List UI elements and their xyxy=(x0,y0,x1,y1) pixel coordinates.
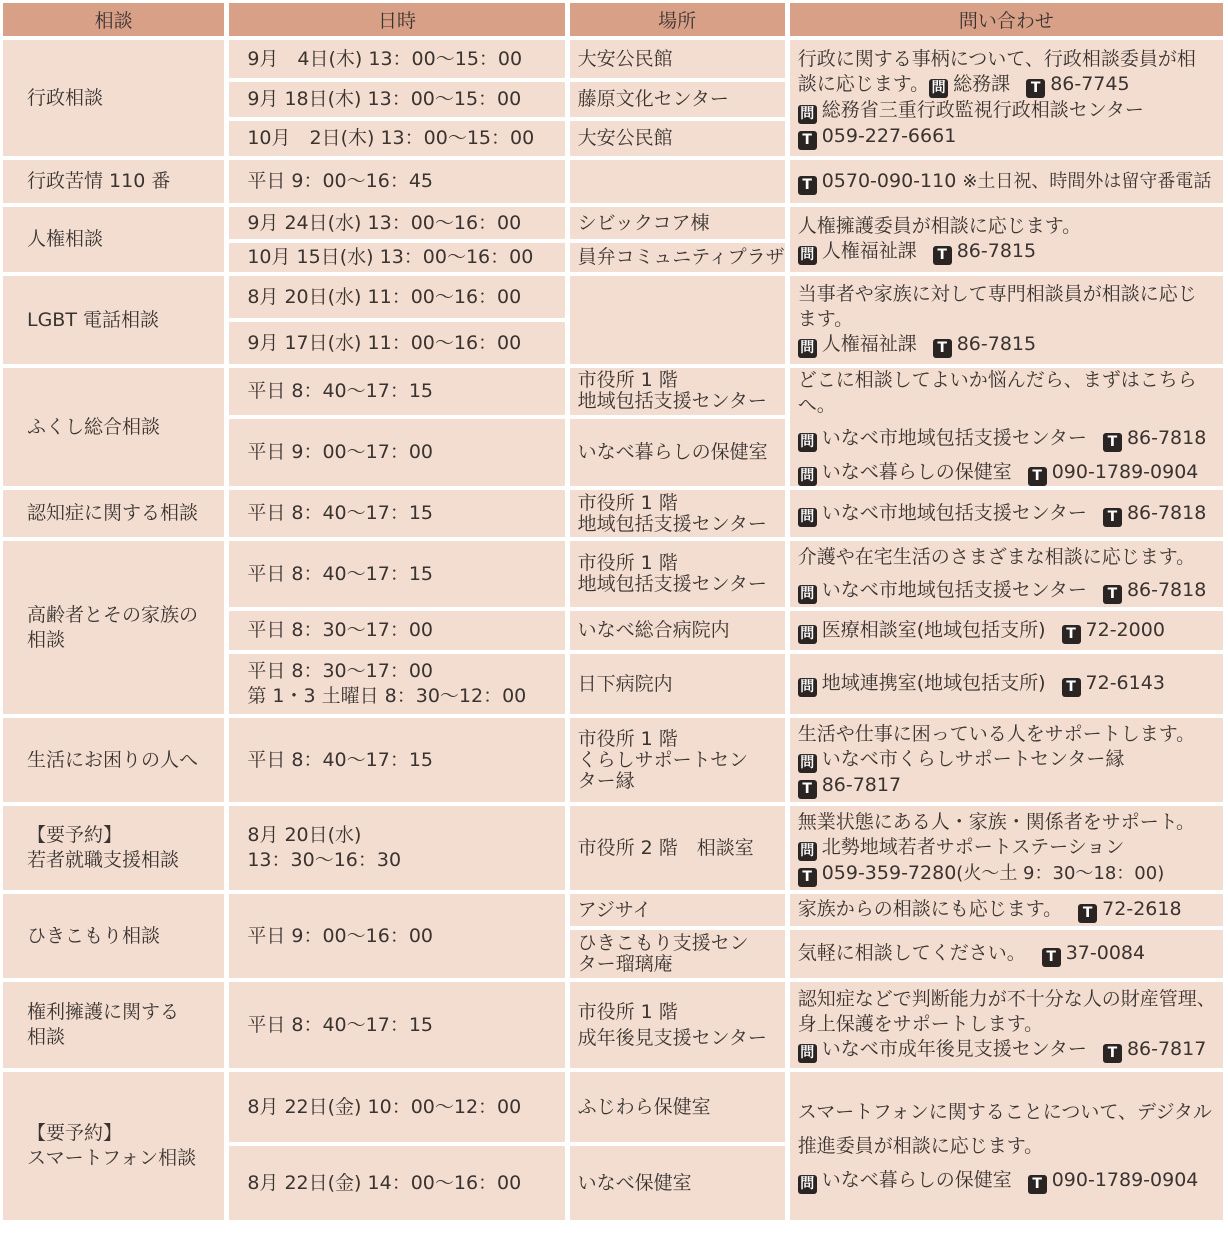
phone-icon: T xyxy=(798,176,817,195)
contact-text: 身上保護をサポートします。 xyxy=(797,1013,1044,1035)
datetime-cell: 平日 8：40～17：15 xyxy=(229,541,564,607)
datetime-cell: 平日 8：40～17：15 xyxy=(229,490,564,537)
contact-text: 当事者や家族に対して専門相談員が相談に応じ xyxy=(797,283,1197,305)
contact-cell xyxy=(790,490,1223,537)
datetime-cell: 9月 24日(水) 13：00～16：00 xyxy=(229,207,564,239)
contact-dept: 人権福祉課 xyxy=(821,333,917,355)
datetime-cell: 平日 9：00～16：00 xyxy=(229,894,564,978)
category-cell: 行政苦情 110 番 xyxy=(3,160,224,203)
datetime-cell: 平日 8：40～17：15 xyxy=(229,368,564,415)
datetime-cell: 9月 4日(木) 13：00～15：00 xyxy=(229,40,564,78)
phone-icon: T xyxy=(1062,678,1081,697)
phone-icon: T xyxy=(1103,1044,1122,1063)
contact-cell xyxy=(790,207,1223,272)
phone-number: 72-6143 xyxy=(1085,672,1165,694)
contact-dept: 総務課 xyxy=(953,72,1011,95)
phone-icon: T xyxy=(1103,508,1122,527)
contact-dept: いなべ暮らしの保健室 xyxy=(821,1169,1012,1191)
table-row xyxy=(3,207,1223,239)
inquiry-icon: 問 xyxy=(798,1044,817,1063)
contact-dept: いなべ市地域包括支援センター xyxy=(821,501,1087,524)
phone-icon: T xyxy=(1103,585,1122,604)
place-cell: ふじわら保健室 xyxy=(570,1072,785,1142)
datetime-cell: 平日 9：00～16：45 xyxy=(229,160,564,203)
contact-dept: 総務省三重行政監視行政相談センター xyxy=(821,98,1144,121)
contact-cell xyxy=(790,894,1223,926)
place-cell: 日下病院内 xyxy=(570,654,785,714)
table-row xyxy=(3,982,1223,1068)
datetime-cell: 平日 9：00～17：00 xyxy=(229,419,564,486)
phone-number: 090-1789-0904 xyxy=(1051,461,1199,483)
category-cell: 【要予約】 スマートフォン相談 xyxy=(3,1072,224,1220)
table-row xyxy=(3,894,1223,926)
place-cell: 市役所 1 階 地域包括支援センター xyxy=(570,490,785,537)
category-cell: LGBT 電話相談 xyxy=(3,276,224,364)
contact-dept: いなべ暮らしの保健室 xyxy=(821,461,1012,483)
phone-number: 0570-090-110 xyxy=(821,169,957,192)
place-cell xyxy=(570,276,785,364)
contact-cell xyxy=(790,806,1223,890)
datetime-cell: 10月 2日(木) 13：00～15：00 xyxy=(229,121,564,156)
contact-text: 介護や在宅生活のさまざまな相談に応じます。 xyxy=(797,545,1196,568)
contact-cell xyxy=(790,160,1223,203)
contact-dept: 医療相談室(地域包括支所) xyxy=(821,618,1046,641)
category-cell: 権利擁護に関する 相談 xyxy=(3,982,224,1068)
contact-text: 無業状態にある人・家族・関係者をサポート。 xyxy=(797,810,1195,833)
inquiry-icon: 問 xyxy=(929,79,948,98)
place-cell: 市役所 1 階 くらしサポートセン ター縁 xyxy=(570,718,785,802)
inquiry-icon: 問 xyxy=(798,842,817,861)
phone-number: 86-7818 xyxy=(1126,501,1207,524)
phone-number: 37-0084 xyxy=(1065,942,1146,964)
place-cell: 市役所 1 階 成年後見支援センター xyxy=(570,982,785,1068)
contact-text: どこに相談してよいか悩んだら、まずはこちらへ。 xyxy=(797,369,1197,416)
datetime-cell: 8月 22日(金) 14：00～16：00 xyxy=(229,1146,564,1220)
contact-dept: いなべ市くらしサポートセンター縁 xyxy=(821,747,1125,770)
category-cell: ふくし総合相談 xyxy=(3,368,224,486)
place-cell: アジサイ xyxy=(570,894,785,926)
contact-cell xyxy=(790,1072,1223,1220)
contact-dept: 地域連携室(地域包括支所) xyxy=(821,672,1046,694)
category-cell: 行政相談 xyxy=(3,40,224,156)
place-cell: いなべ保健室 xyxy=(570,1146,785,1220)
contact-text: スマートフォンに関することについて、デジタル xyxy=(797,1101,1212,1123)
table-row xyxy=(3,40,1223,78)
phone-number: 72-2000 xyxy=(1085,618,1165,641)
place-cell: 市役所 1 階 地域包括支援センター xyxy=(570,541,785,607)
phone-icon: T xyxy=(1028,467,1047,486)
table-row xyxy=(3,368,1223,415)
inquiry-icon: 問 xyxy=(798,754,817,773)
contact-note: (火～土 9：30～18：00) xyxy=(956,862,1165,884)
place-cell: 員弁コミュニティプラザ xyxy=(570,243,785,272)
contact-text: 生活や仕事に困っている人をサポートします。 xyxy=(797,722,1196,745)
contact-cell xyxy=(790,611,1223,650)
phone-icon: T xyxy=(1078,904,1097,923)
contact-text: 認知症などで判断能力が不十分な人の財産管理、 xyxy=(797,988,1216,1010)
category-cell: 認知症に関する相談 xyxy=(3,490,224,537)
contact-dept: 北勢地域若者サポートステーション xyxy=(821,835,1125,858)
inquiry-icon: 問 xyxy=(798,508,817,527)
inquiry-icon: 問 xyxy=(798,467,817,486)
contact-cell xyxy=(790,40,1223,156)
table-row xyxy=(3,541,1223,607)
inquiry-icon: 問 xyxy=(798,585,817,604)
table-row xyxy=(3,718,1223,802)
place-cell xyxy=(570,160,785,203)
table-header-row xyxy=(3,3,1223,36)
phone-icon: T xyxy=(933,339,952,358)
contact-cell xyxy=(790,654,1223,714)
phone-number: 86-7745 xyxy=(1050,72,1130,95)
inquiry-icon: 問 xyxy=(798,1175,817,1194)
place-cell: シビックコア棟 xyxy=(570,207,785,239)
contact-dept: いなべ市地域包括支援センター xyxy=(821,427,1087,449)
contact-text: 気軽に相談してください。 xyxy=(797,942,1026,964)
phone-number: 86-7815 xyxy=(956,333,1037,355)
phone-number: 090-1789-0904 xyxy=(1051,1169,1199,1191)
datetime-cell: 9月 17日(水) 11：00～16：00 xyxy=(229,322,564,364)
phone-icon: T xyxy=(798,868,817,887)
header-datetime: 日時 xyxy=(229,3,564,36)
category-cell: 生活にお困りの人へ xyxy=(3,718,224,802)
inquiry-icon: 問 xyxy=(798,246,817,265)
contact-note: ※土日祝、時間外は留守番電話 xyxy=(962,170,1212,192)
datetime-cell: 平日 8：30～17：00 xyxy=(229,611,564,650)
table-row xyxy=(3,490,1223,537)
place-cell: 市役所 2 階 相談室 xyxy=(570,806,785,890)
contact-text: 家族からの相談にも応じます。 xyxy=(797,898,1063,920)
category-cell: 【要予約】 若者就職支援相談 xyxy=(3,806,224,890)
contact-dept: 人権福祉課 xyxy=(821,240,917,262)
contact-cell xyxy=(790,982,1223,1068)
category-cell: ひきこもり相談 xyxy=(3,894,224,978)
category-cell: 人権相談 xyxy=(3,207,224,272)
contact-dept: いなべ市地域包括支援センター xyxy=(821,578,1087,601)
phone-icon: T xyxy=(798,131,817,150)
datetime-cell: 平日 8：30～17：00 第 1・3 土曜日 8：30～12：00 xyxy=(229,654,564,714)
phone-icon: T xyxy=(1103,433,1122,452)
phone-icon: T xyxy=(1028,1175,1047,1194)
header-contact: 問い合わせ xyxy=(790,3,1223,36)
datetime-cell: 平日 8：40～17：15 xyxy=(229,982,564,1068)
header-category: 相談 xyxy=(3,3,224,36)
contact-text: 推進委員が相談に応じます。 xyxy=(797,1135,1044,1157)
phone-number: 86-7818 xyxy=(1126,427,1207,449)
place-cell: 大安公民館 xyxy=(570,121,785,156)
table-row xyxy=(3,276,1223,318)
table-row xyxy=(3,1072,1223,1142)
table-row xyxy=(3,160,1223,203)
place-cell: いなべ総合病院内 xyxy=(570,611,785,650)
phone-number: 86-7815 xyxy=(956,240,1037,262)
inquiry-icon: 問 xyxy=(798,339,817,358)
phone-number: 86-7817 xyxy=(1126,1038,1207,1060)
header-place: 場所 xyxy=(570,3,785,36)
place-cell: 大安公民館 xyxy=(570,40,785,78)
inquiry-icon: 問 xyxy=(798,433,817,452)
place-cell: 藤原文化センター xyxy=(570,82,785,117)
phone-number: 72-2618 xyxy=(1102,898,1182,920)
contact-cell xyxy=(790,930,1223,978)
contact-cell xyxy=(790,276,1223,364)
phone-number: 059-359-7280 xyxy=(821,861,957,884)
table-row xyxy=(3,806,1223,890)
phone-icon: T xyxy=(798,780,817,799)
contact-cell xyxy=(790,368,1223,486)
contact-text: ます。 xyxy=(797,308,854,330)
inquiry-icon: 問 xyxy=(798,105,817,124)
datetime-cell: 8月 20日(水) 11：00～16：00 xyxy=(229,276,564,318)
place-cell: ひきこもり支援セン ター瑠璃庵 xyxy=(570,930,785,978)
inquiry-icon: 問 xyxy=(798,678,817,697)
contact-text: 談に応じます。 xyxy=(797,72,930,95)
phone-number: 86-7817 xyxy=(821,773,902,796)
datetime-cell: 8月 20日(水) 13：30～16：30 xyxy=(229,806,564,890)
datetime-cell: 10月 15日(水) 13：00～16：00 xyxy=(229,243,564,272)
phone-number: 059-227-6661 xyxy=(821,124,957,147)
place-cell: いなべ暮らしの保健室 xyxy=(570,419,785,486)
phone-icon: T xyxy=(1026,79,1045,98)
category-cell: 高齢者とその家族の 相談 xyxy=(3,541,224,714)
contact-text: 行政に関する事柄について、行政相談委員が相 xyxy=(797,47,1196,70)
contact-cell xyxy=(790,718,1223,802)
inquiry-icon: 問 xyxy=(798,625,817,644)
contact-text: 人権擁護委員が相談に応じます。 xyxy=(797,215,1082,237)
contact-cell xyxy=(790,541,1223,607)
phone-icon: T xyxy=(933,246,952,265)
datetime-cell: 8月 22日(金) 10：00～12：00 xyxy=(229,1072,564,1142)
phone-number: 86-7818 xyxy=(1126,578,1207,601)
datetime-cell: 平日 8：40～17：15 xyxy=(229,718,564,802)
phone-icon: T xyxy=(1042,948,1061,967)
phone-icon: T xyxy=(1062,625,1081,644)
place-cell: 市役所 1 階 地域包括支援センター xyxy=(570,368,785,415)
datetime-cell: 9月 18日(木) 13：00～15：00 xyxy=(229,82,564,117)
contact-dept: いなべ市成年後見支援センター xyxy=(821,1038,1087,1060)
